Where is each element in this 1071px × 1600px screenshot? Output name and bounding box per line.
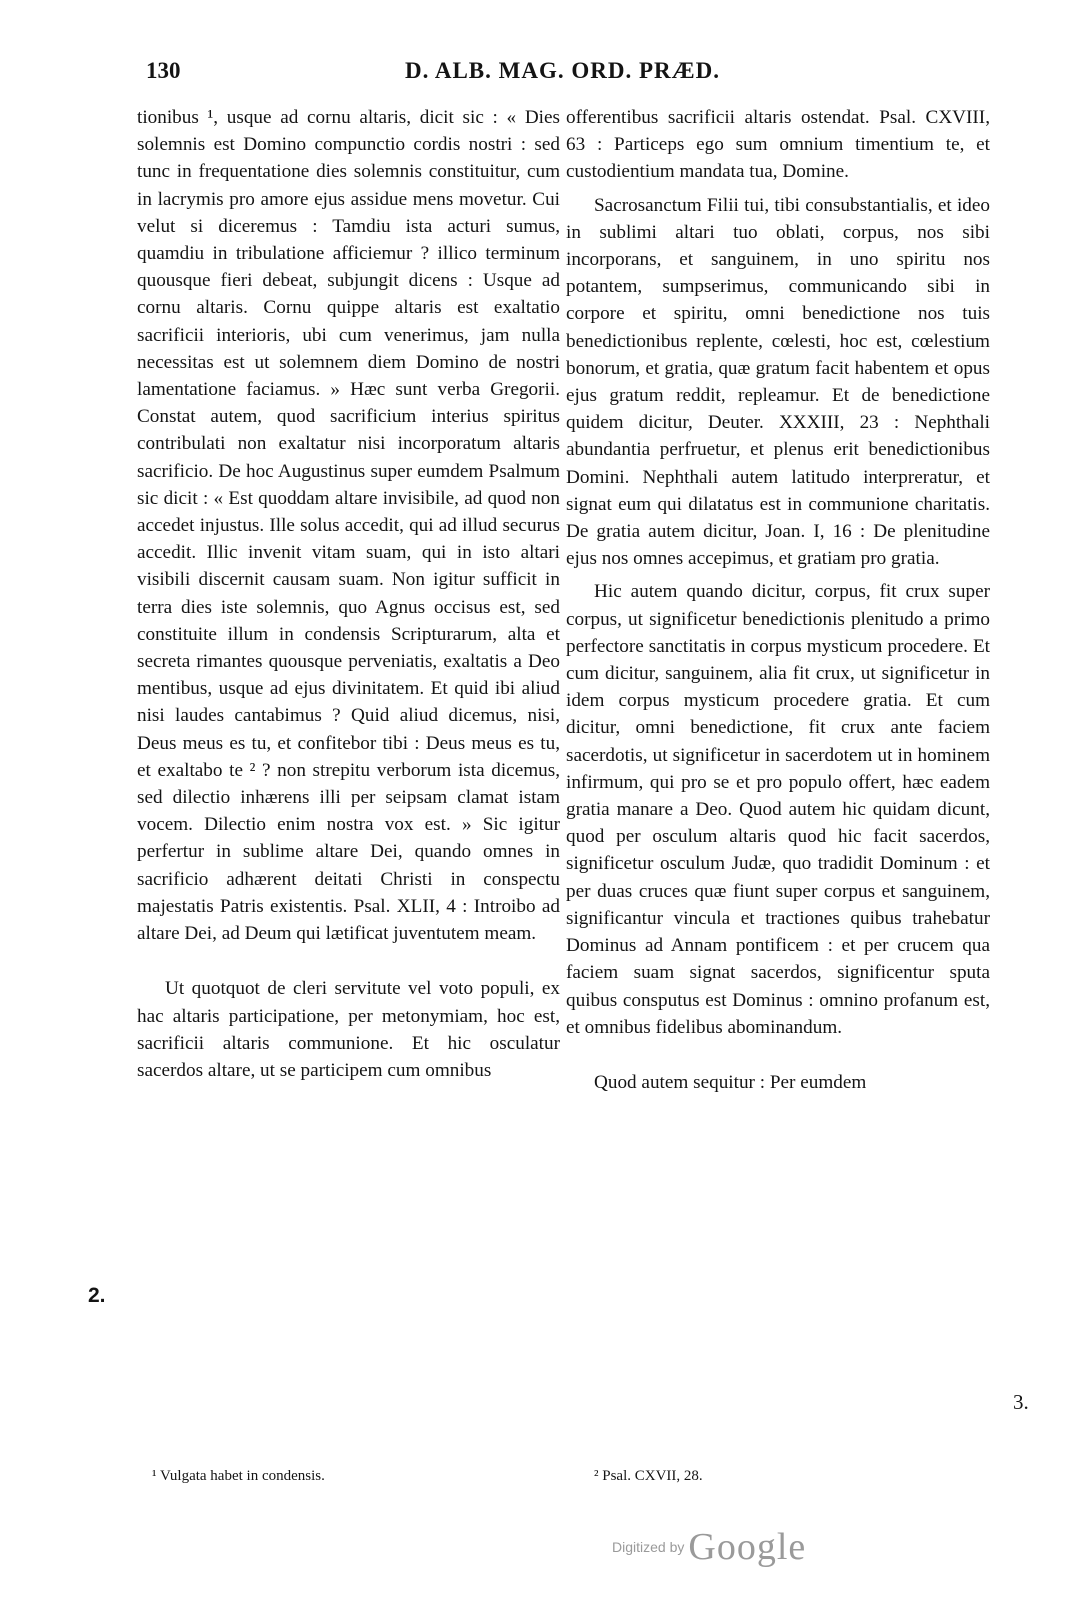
right-paragraph-2: Sacrosanctum Filii tui, tibi consubstantialis, et ideo in sublimi altari tuo oblati, corpus, nos sibi incorporans, et sanguinem, in uno spiritu nos potantem, sumpserimus, communicando sibi in corpore et spiritu, omni benedictione nos tuis benedictionibus replente, cœlesti, hoc est, cœlestium bonorum, et gratia, quæ gratum facit habentem et opus ejus gratum reddit, repleamur. Et de benedictione quidem dicitur, Deuter. XXXIII, 23 : Nephthali abundantia perfruetur, et plenus erit benedictionibus Domini. Nephthali autem latitudo interpreratur, et signat eum qui dilatatus est in communione charitatis. De gratia autem dicitur, Joan. I, 16 : De plenitudine ejus nos omnes accepimus, et gratiam pro gratia. bbox=[566, 194, 990, 570]
left-paragraph-2: Ut quotquot de cleri servitute vel voto populi, ex hac altaris participatione, per metonymiam, hoc est, sacrificii altaris communione. Et hic osculatur sacerdos altare, ut se participem cum omnibus bbox=[137, 978, 560, 1081]
section-number-right: 3. bbox=[1013, 1390, 1029, 1414]
left-paragraph-1: tionibus ¹, usque ad cornu altaris, dicit sic : « Dies solemnis est Domino compunctio cordis nostri : sed tunc in frequentatione dies solemnis constituitur, cum in lacrymis pro amore ejus assidue mens movetur. Cui velut si diceremus : Tamdiu ista acturi sumus, quamdiu in tribulatione afficiemur ? illico terminum quousque fieri debeat, subjungit dicens : Usque ad cornu altaris. Cornu quippe altaris est exaltatio sacrificii interioris, ubi cum venerimus, jam nulla necessitas est ut solemnem diem Domino de nostri lamentatione faciamus. » Hæc sunt verba Gregorii. Constat autem, quod sacrificium interius spiritus contribulati non exaltatur nisi incorporatum altaris sacrificio. De hoc Augustinus super eumdem Psalmum sic dicit : « Est quoddam altare invisibile, ad quod non accedet injustus. Ille solus accedit, qui ad illud securus accedit. Illic invenit vitam suam, qui in isto altari visibili discernit causam suam. Non igitur sufficit in terra dies iste solemnis, quo Agnus occisus est, sed constituite illum in condensis Scripturarum, alta et secreta rimantes quousque perveniatis, exaltatis a Deo mentibus, usque ad ejus divinitatem. Et quid ibi aliud nisi laudes cantabimus ? Quid aliud dicemus, nisi, Deus meus es tu, et confitebor tibi : Deus meus es tu, et exaltabo te ² ? non strepitu verborum ista dicemus, sed dilectio inhærens illi per seipsam clamat istam vocem. Dilectio enim nostra vox est. » Sic igitur perfertur in sublime altare Dei, quando omnes in sacrificio adhærent deitati Christi in conspectu majestatis Patris existentis. Psal. XLII, 4 : Introibo ad altare Dei, ad Deum qui lætificat juventutem meam. bbox=[137, 107, 560, 945]
right-paragraph-4: Quod autem sequitur : Per eumdem bbox=[594, 1071, 867, 1093]
footnote-right: ² Psal. CXVII, 28. bbox=[594, 1468, 703, 1484]
left-column bbox=[137, 104, 560, 1084]
footnote-left: ¹ Vulgata habet in condensis. bbox=[152, 1468, 325, 1484]
digitization-watermark bbox=[612, 1525, 806, 1569]
right-paragraph-3: Hic autem quando dicitur, corpus, fit crux super corpus, ut significetur benedictionis plenitudo a primo perfectore sanctitatis in corpus mysticum procedere. Et cum dicitur, sanguinem, alia fit crux, ut significetur in idem corpus mysticum procedere gratia. Et cum dicitur, omni benedictione, fit crux ante faciem sacerdotis, ut significetur in sacerdotem ut in hominem infirmum, qui pro se et pro populo offert, hæc eadem gratia manare a Deo. Quod autem hic quidam dicunt, quod per osculum altaris quod hic facit sacerdos, significetur osculum Judæ, quo tradidit Dominum : et per duas cruces quæ fiunt super corpus et sanguinem, significantur vincula et tractiones quibus trahebatur Dominus ad Annam pontificem : et per crucem qua faciem suam signat sacerdos, significentur sputa quibus consputus est Dominus : omnino profanum est, et omnibus fidelibus abominandum. bbox=[566, 581, 990, 1038]
page-number: 130 bbox=[146, 58, 181, 83]
google-logo: Google bbox=[688, 1526, 807, 1568]
watermark-prefix: Digitized by bbox=[612, 1539, 685, 1555]
page-header bbox=[0, 58, 1071, 90]
section-number-left: 2. bbox=[88, 1284, 106, 1307]
right-column bbox=[566, 104, 990, 1096]
running-head: D. ALB. MAG. ORD. PRÆD. bbox=[405, 58, 720, 83]
right-paragraph-1: offerentibus sacrificii altaris ostendat. Psal. CXVIII, 63 : Particeps ego sum omnium timentium te, et custodientium mandata tua, Domine. bbox=[566, 107, 990, 183]
